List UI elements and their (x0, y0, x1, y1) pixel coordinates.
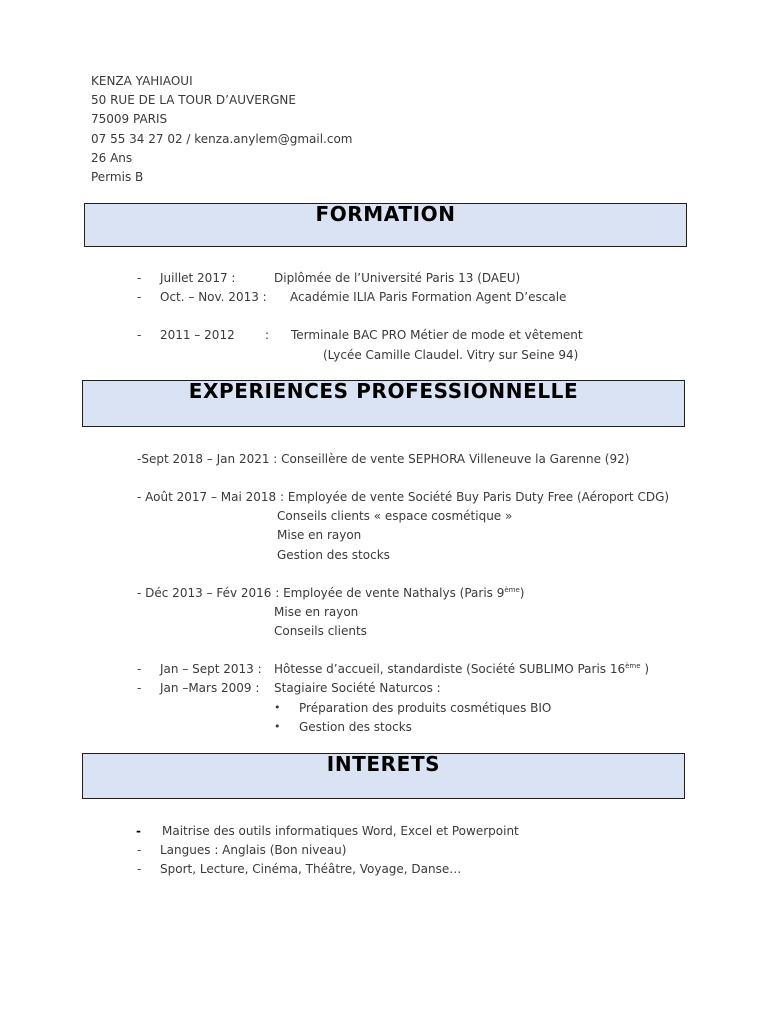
formation-date: Juillet 2017 : (160, 271, 236, 285)
experience-task: Mise en rayon (274, 605, 359, 619)
formation-text: Diplômée de l’Université Paris 13 (DAEU) (274, 271, 521, 285)
experience-task: Gestion des stocks (277, 548, 390, 562)
license-line: Permis B (91, 170, 144, 184)
dash-marker: - (136, 824, 141, 838)
age-line: 26 Ans (91, 151, 133, 165)
dash-marker: - (137, 681, 142, 695)
dash-marker: - (137, 843, 142, 857)
dash-marker: - (137, 662, 142, 676)
formation-text: Académie ILIA Paris Formation Agent D’escale (290, 290, 567, 304)
experience-nathalys (137, 585, 524, 601)
experience-task: Conseils clients « espace cosmétique » (277, 509, 513, 523)
dash-marker: - (137, 271, 142, 285)
dash-marker: - (137, 290, 142, 304)
interest-item: Sport, Lecture, Cinéma, Théâtre, Voyage, Danse… (160, 862, 462, 876)
superscript: ème (504, 586, 520, 594)
experience-sublimo-suffix: ) (640, 662, 650, 676)
experience-sublimo (274, 661, 649, 677)
experience-date: Jan – Sept 2013 : (160, 662, 262, 676)
formation-title: FORMATION (315, 202, 456, 226)
experience-buyparis: - Août 2017 – Mai 2018 : Employée de vente Société Buy Paris Duty Free (Aéroport CDG) (137, 490, 670, 504)
experience-task: Préparation des produits cosmétiques BIO (299, 701, 552, 715)
experiences-section-header (82, 380, 685, 427)
interets-section-header (82, 753, 685, 799)
contact-line: 07 55 34 27 02 / kenza.anylem@gmail.com (91, 132, 353, 146)
experiences-title: EXPERIENCES PROFESSIONNELLE (188, 379, 579, 403)
formation-subtext: (Lycée Camille Claudel. Vitry sur Seine 94) (323, 348, 579, 362)
experience-nathalys-suffix: ) (519, 586, 525, 600)
formation-colon: : (265, 328, 270, 342)
dash-marker: - (137, 862, 142, 876)
interest-item: Maitrise des outils informatiques Word, Excel et Powerpoint (162, 824, 519, 838)
address-line: 50 RUE DE LA TOUR D’AUVERGNE (91, 93, 296, 107)
formation-section-header (84, 203, 687, 247)
interest-item: Langues : Anglais (Bon niveau) (160, 843, 347, 857)
dash-marker: - (137, 328, 142, 342)
formation-text: Terminale BAC PRO Métier de mode et vêtement (291, 328, 583, 342)
city-line: 75009 PARIS (91, 112, 168, 126)
candidate-name: KENZA YAHIAOUI (91, 74, 193, 88)
formation-date: Oct. – Nov. 2013 : (160, 290, 267, 304)
experience-sublimo-text: Hôtesse d’accueil, standardiste (Société SUBLIMO Paris 16 (274, 662, 626, 676)
experience-naturcos: Stagiaire Société Naturcos : (274, 681, 441, 695)
formation-date: 2011 – 2012 (160, 328, 235, 342)
experience-task: Mise en rayon (277, 528, 362, 542)
interets-title: INTERETS (326, 752, 441, 776)
experience-nathalys-text: - Déc 2013 – Fév 2016 : Employée de vente Nathalys (Paris 9 (137, 586, 505, 600)
experience-sephora: -Sept 2018 – Jan 2021 : Conseillère de vente SEPHORA Villeneuve la Garenne (92) (137, 452, 630, 466)
bullet-icon: • (274, 720, 281, 733)
superscript: ème (625, 662, 641, 670)
experience-task: Conseils clients (274, 624, 367, 638)
experience-task: Gestion des stocks (299, 720, 412, 734)
bullet-icon: • (274, 701, 281, 714)
experience-date: Jan –Mars 2009 : (160, 681, 260, 695)
